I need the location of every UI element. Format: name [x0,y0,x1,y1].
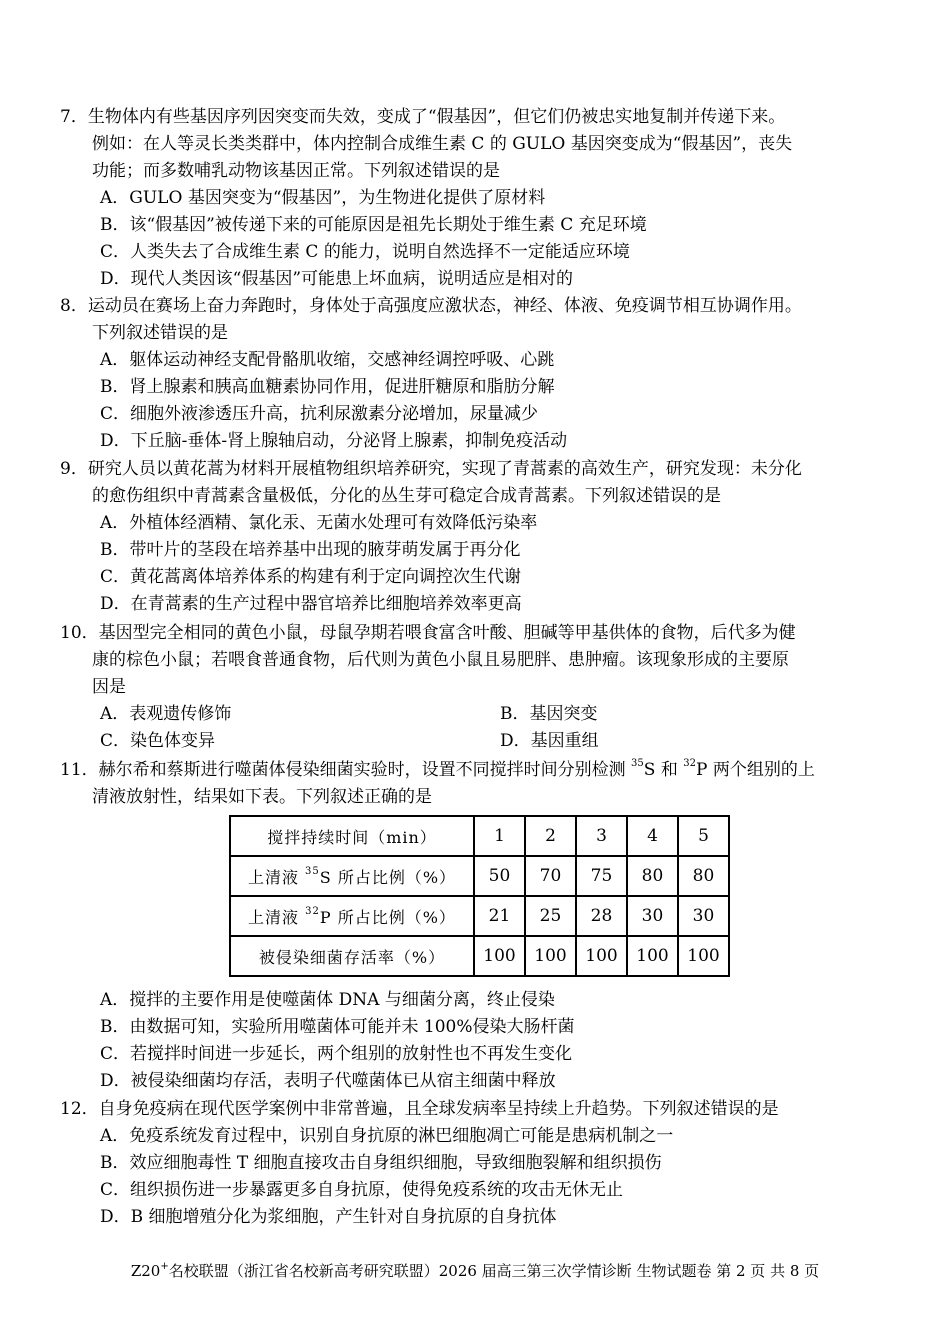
question-9 [60,456,900,618]
table-row [230,936,729,976]
row-header: 搅拌持续时间（min） [230,816,474,856]
stem-text: P 两个组别的上 [695,760,815,780]
option-a: A．搅拌的主要作用是使噬菌体 DNA 与细菌分离，终止侵染 [100,990,555,1010]
option-c: C．细胞外液渗透压升高，抗利尿激素分泌增加，尿量减少 [100,404,539,424]
question-8 [60,293,900,455]
option-b: B．由数据可知，实验所用噬菌体可能并未 100%侵染大肠杆菌 [100,1017,575,1037]
question-stem: 清液放射性，结果如下表。下列叙述正确的是 [92,787,432,807]
options-row [60,728,900,755]
option-a: A．GULO 基因突变为“假基因”，为生物进化提供了原材料 [100,188,546,208]
table-cell: 100 [627,936,678,976]
option-c: C．若搅拌时间进一步延长，两个组别的放射性也不再发生变化 [100,1044,573,1064]
option-d: D．现代人类因该“假基因”可能患上坏血病，说明适应是相对的 [100,269,574,289]
table-cell: 1 [474,816,525,856]
table-cell: 30 [627,896,678,936]
table-cell: 100 [525,936,576,976]
option-d: D．下丘脑-垂体-肾上腺轴启动，分泌肾上腺素，抑制免疫活动 [100,431,568,451]
table-cell: 50 [474,856,525,896]
option-b: B．效应细胞毒性 T 细胞直接攻击自身组织细胞，导致细胞裂解和组织损伤 [100,1153,662,1173]
option-a: A．表观遗传修饰 [100,704,232,724]
question-stem: 功能；而多数哺乳动物该基因正常。下列叙述错误的是 [92,161,500,181]
option-d: D．基因重组 [500,731,599,751]
table-cell: 100 [678,936,729,976]
stem-text: S 和 [643,760,684,780]
question-11 [60,757,900,811]
table-cell: 80 [627,856,678,896]
option-c: C．组织损伤进一步暴露更多自身抗原，使得免疫系统的攻击无休无止 [100,1180,624,1200]
table-cell: 2 [525,816,576,856]
table-cell: 21 [474,896,525,936]
mass-number: 32 [305,905,320,917]
question-7 [60,104,900,293]
option-c: C．黄花蒿离体培养体系的构建有利于定向调控次生代谢 [100,567,522,587]
table-cell: 75 [576,856,627,896]
option-b: B．基因突变 [500,704,598,724]
option-a: A．躯体运动神经支配骨骼肌收缩，交感神经调控呼吸、心跳 [100,350,555,370]
table-cell: 30 [678,896,729,936]
table-cell: 70 [525,856,576,896]
question-stem [60,757,900,784]
mass-number: 35 [305,865,320,877]
table-cell: 25 [525,896,576,936]
question-11-options [60,987,900,1095]
row-header-text: P 所占比例（%） [319,907,456,927]
question-stem: 的愈伤组织中青蒿素含量极低，分化的丛生芽可稳定合成青蒿素。下列叙述错误的是 [92,486,721,506]
table-cell: 4 [627,816,678,856]
option-b: B．肾上腺素和胰高血糖素协同作用，促进肝糖原和脂肪分解 [100,377,555,397]
option-d: D．B 细胞增殖分化为浆细胞，产生针对自身抗原的自身抗体 [100,1207,557,1227]
option-b: B．该“假基因”被传递下来的可能原因是祖先长期处于维生素 C 充足环境 [100,215,647,235]
row-header-text: S 所占比例（%） [319,867,457,887]
table-cell: 100 [474,936,525,976]
option-c: C．人类失去了合成维生素 C 的能力，说明自然选择不一定能适应环境 [100,242,630,262]
question-stem: 9．研究人员以黄花蒿为材料开展植物组织培养研究，实现了青蒿素的高效生产，研究发现：未分化 [60,459,802,479]
row-header-text: 上清液 [248,907,306,927]
question-stem: 8．运动员在赛场上奋力奔跑时，身体处于高强度应激状态，神经、体液、免疫调节相互协调作用。 [60,296,802,316]
row-header [230,856,474,896]
question-stem: 康的棕色小鼠；若喂食普通食物，后代则为黄色小鼠且易肥胖、患肿瘤。该现象形成的主要原 [92,650,789,670]
table-cell: 3 [576,816,627,856]
row-header: 被侵染细菌存活率（%） [230,936,474,976]
table-cell: 28 [576,896,627,936]
table-cell: 100 [576,936,627,976]
options-row [60,701,900,728]
question-12 [60,1096,900,1231]
table-cell: 80 [678,856,729,896]
mass-number: 35 [631,758,644,769]
table-row [230,816,729,856]
table-row [230,896,729,936]
question-stem: 例如：在人等灵长类类群中，体内控制合成维生素 C 的 GULO 基因突变成为“假基因”，丧失 [92,134,793,154]
row-header-text: 上清液 [247,867,306,887]
footer-text: 名校联盟（浙江省名校新高考研究联盟）2026 届高三第三次学情诊断 生物试题卷 第 2 页 共 8 页 [168,1262,820,1280]
option-a: A．外植体经酒精、氯化汞、无菌水处理可有效降低污染率 [100,513,538,533]
row-header [230,896,474,936]
option-c: C．染色体变异 [100,731,216,751]
option-d: D．在青蒿素的生产过程中器官培养比细胞培养效率更高 [100,594,522,614]
question-stem: 7．生物体内有些基因序列因突变而失效，变成了“假基因”，但它们仍被忠实地复制并传递下来。 [60,107,786,127]
results-table [229,815,730,977]
mass-number: 32 [683,758,696,769]
stem-text: 11．赫尔希和蔡斯进行噬菌体侵染细菌实验时，设置不同搅拌时间分别检测 [60,760,632,780]
table-cell: 5 [678,816,729,856]
option-b: B．带叶片的茎段在培养基中出现的腋芽萌发属于再分化 [100,540,521,560]
footer-brand: Z20 [130,1262,161,1280]
question-stem: 10．基因型完全相同的黄色小鼠，母鼠孕期若喂食富含叶酸、胆碱等甲基供体的食物，后代多为健 [60,623,796,643]
question-stem: 下列叙述错误的是 [92,323,228,343]
option-a: A．免疫系统发育过程中，识别自身抗原的淋巴细胞凋亡可能是患病机制之一 [100,1126,674,1146]
page-footer [0,1260,950,1281]
question-stem: 因是 [92,677,126,697]
option-d: D．被侵染细菌均存活，表明子代噬菌体已从宿主细菌中释放 [100,1071,556,1091]
question-10 [60,620,900,755]
question-stem: 12．自身免疫病在现代医学案例中非常普遍，且全球发病率呈持续上升趋势。下列叙述错误的是 [60,1099,779,1119]
footer-brand-mark: + [160,1261,169,1272]
table-row [230,856,729,896]
